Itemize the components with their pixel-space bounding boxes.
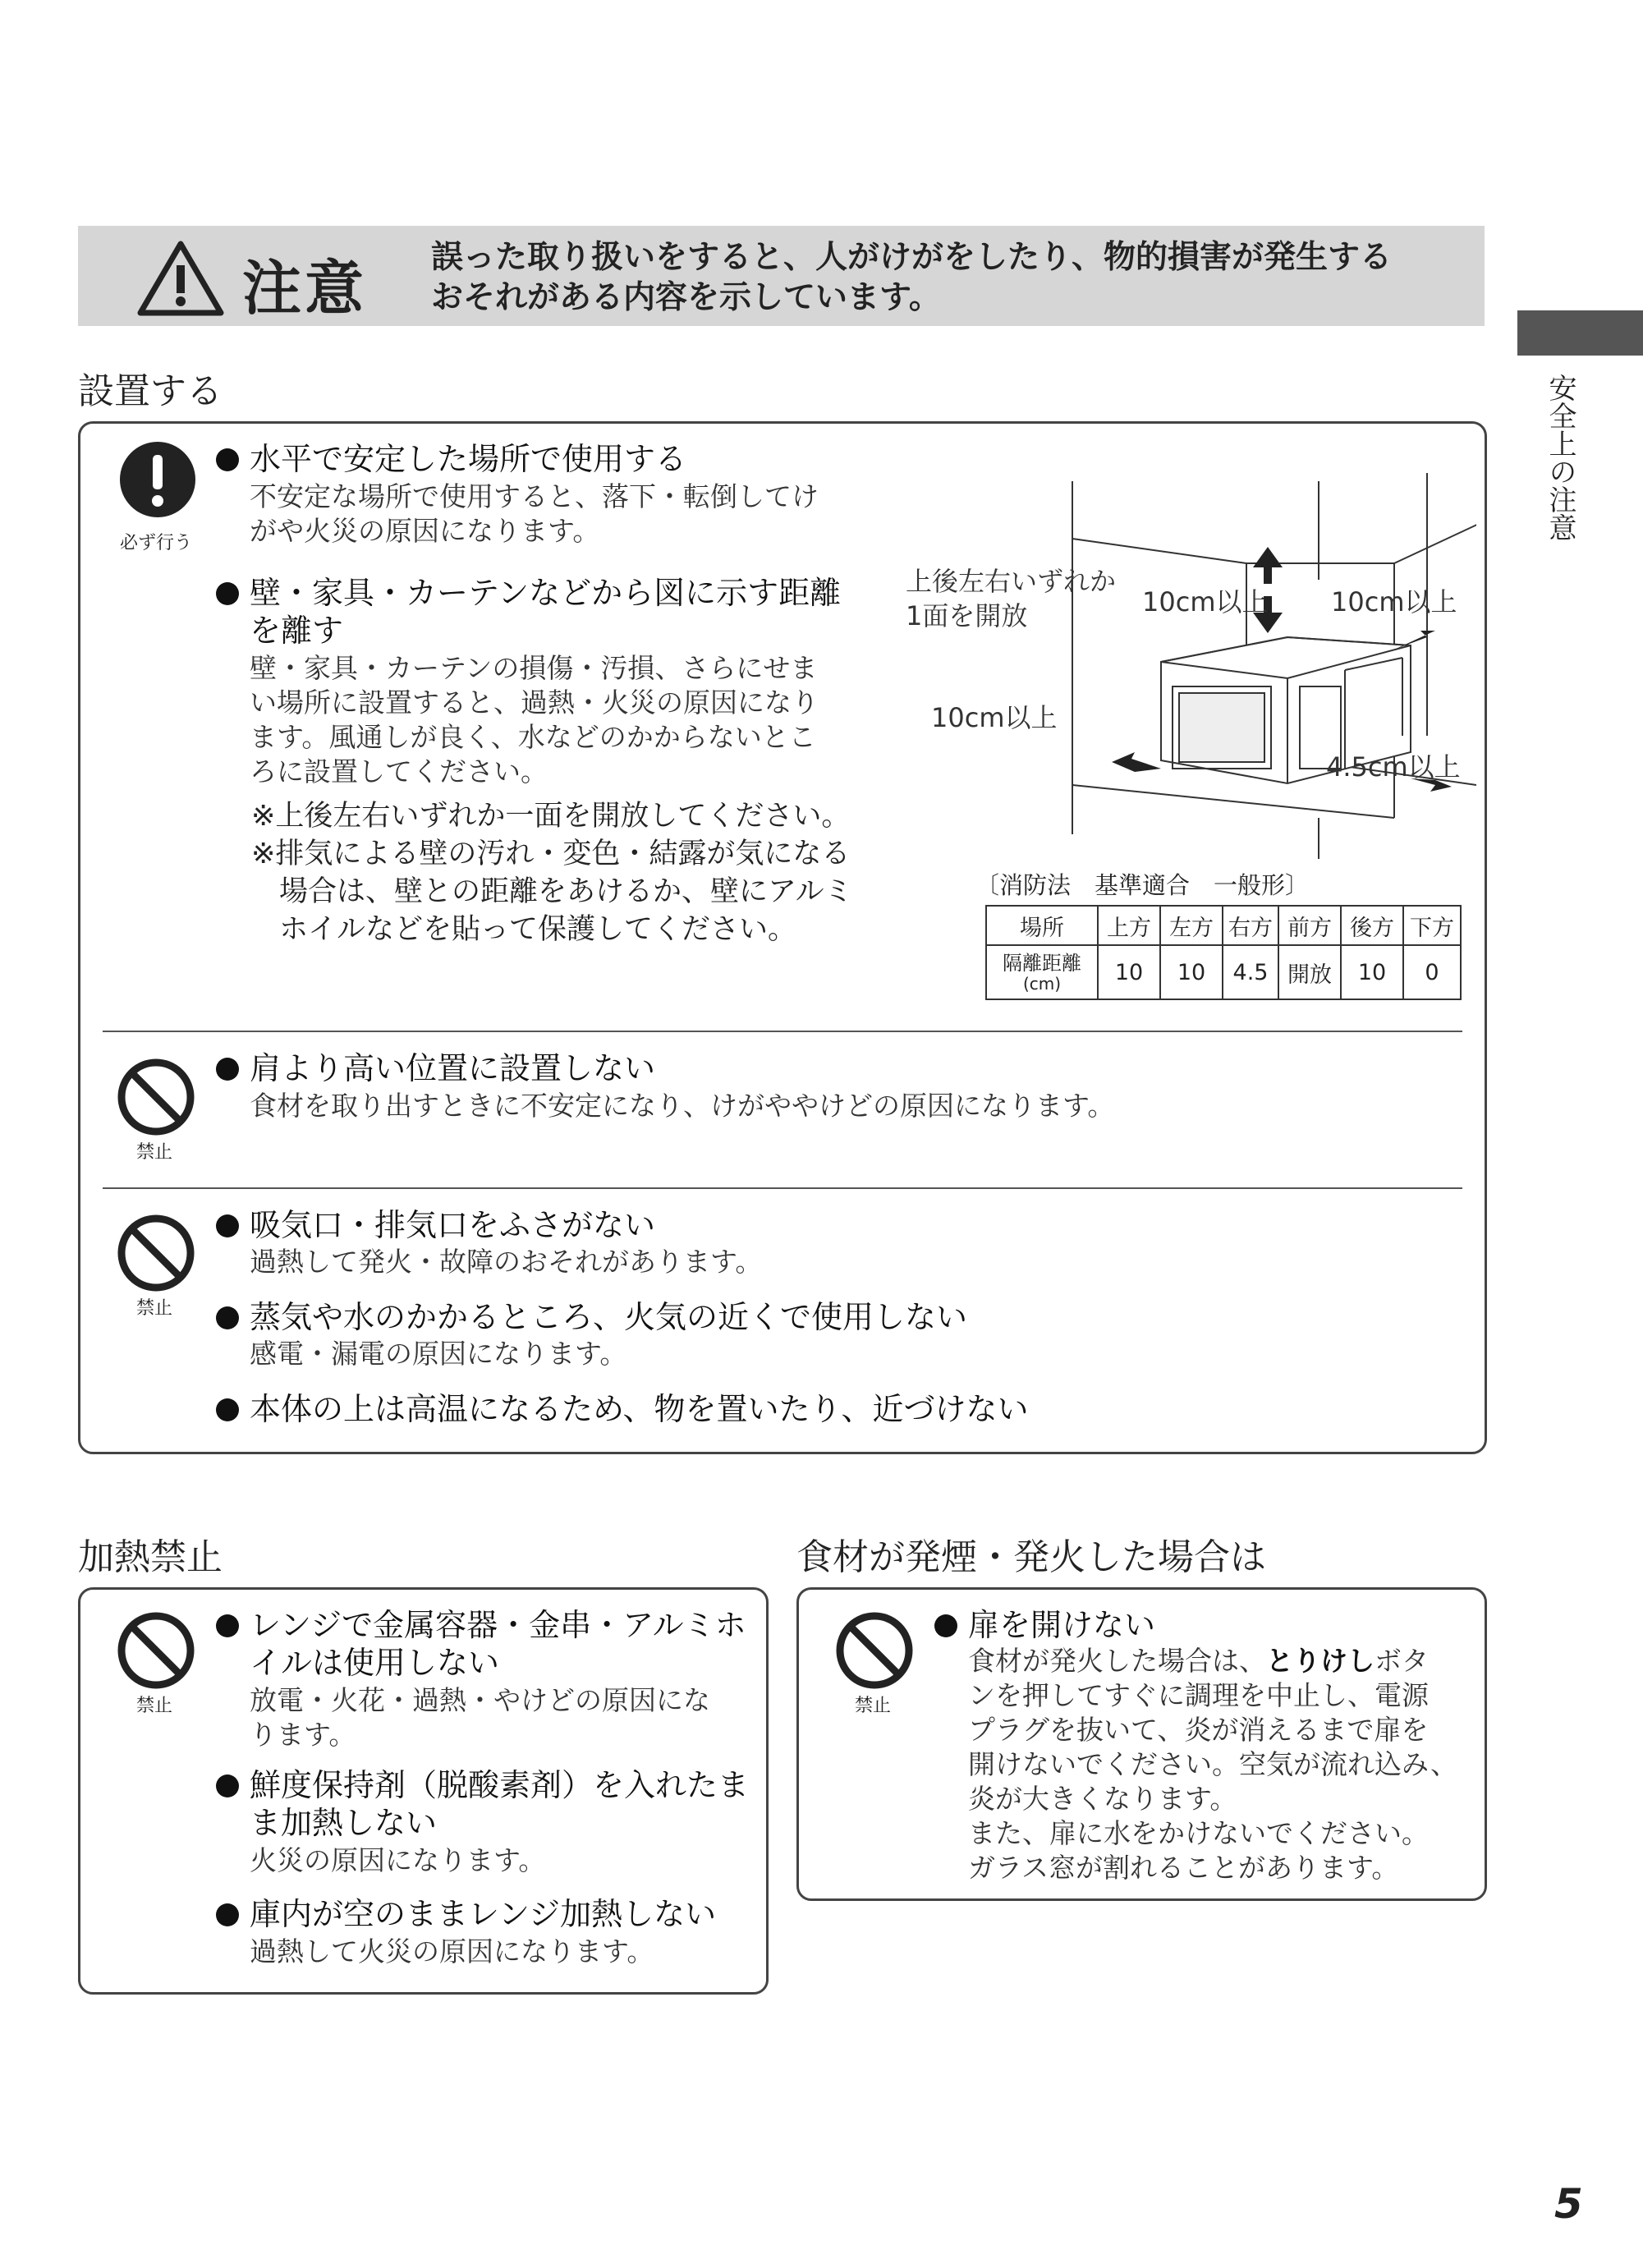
table-cell: 4.5	[1223, 945, 1278, 999]
prohibition-label: 禁止	[135, 1298, 172, 1319]
install-item2-body: ます。風通しが良く、水などのかからないとこ	[250, 721, 816, 753]
table-header: 上方	[1098, 906, 1160, 945]
bullet	[216, 1614, 239, 1637]
prohibition-label: 禁止	[135, 1696, 172, 1716]
divider	[103, 1031, 1462, 1032]
table-header: 後方	[1341, 906, 1403, 945]
install-item1-body: 不安定な場所で使用すると、落下・転倒してけ	[250, 480, 819, 512]
table-header: 前方	[1278, 906, 1341, 945]
heating-item1-body: ります。	[250, 1719, 356, 1751]
bullet	[216, 1306, 239, 1329]
bullet	[216, 1903, 239, 1926]
install-note: 場合は、壁との距離をあけるか、壁にアルミ	[279, 875, 853, 908]
prohibition-label: 禁止	[854, 1696, 891, 1716]
prohibition-label: 禁止	[135, 1142, 172, 1163]
table-cell: 10	[1160, 945, 1223, 999]
heating-item3-heading: 庫内が空のままレンジ加熱しない	[250, 1896, 717, 1932]
install-item2-body: ろに設置してください。	[250, 755, 548, 787]
heating-item1-heading: レンジで金属容器・金串・アルミホ	[250, 1607, 746, 1643]
fire-body-line: 開けないでください。空気が流れ込み、	[968, 1748, 1457, 1780]
heating-item2-heading: 鮮度保持剤（脱酸素剤）を入れたま	[250, 1767, 750, 1803]
caution-message: 誤った取り扱いをすると、人がけがをしたり、物的損害が発生する おそれがある内容を示しています。	[431, 239, 1393, 316]
clearance-table	[985, 905, 1462, 1000]
heating-item3-body: 過熱して火災の原因になります。	[250, 1935, 654, 1967]
fire-body-line: ンを押してすぐに調理を中止し、電源	[968, 1679, 1429, 1711]
prohibition-icon	[117, 1611, 195, 1690]
caution-banner	[78, 226, 1485, 326]
diagram-open-label: 上後左右いずれか	[906, 566, 1117, 597]
fire-body-line: プラグを抜いて、炎が消えるまで扉を	[968, 1714, 1429, 1746]
fire-section-title: 食材が発煙・発火した場合は	[796, 1536, 1266, 1578]
install-item6-heading: 本体の上は高温になるため、物を置いたり、近づけない	[250, 1391, 1029, 1427]
table-header: 右方	[1223, 906, 1278, 945]
install-item4-heading: 吸気口・排気口をふさがない	[250, 1207, 656, 1243]
fire-body-line: 炎が大きくなります。	[968, 1783, 1237, 1815]
diagram-back-clearance: 10cm以上	[1331, 586, 1457, 618]
prohibition-icon	[117, 1214, 195, 1292]
diagram-right-clearance: 4.5cm以上	[1326, 751, 1461, 783]
heating-box	[78, 1587, 769, 1995]
install-item3-body: 食材を取り出すときに不安定になり、けがややけどの原因になります。	[250, 1090, 1115, 1122]
bullet	[216, 582, 239, 605]
install-item2-heading: を離す	[250, 613, 344, 649]
cancel-button-name: とりけし	[1266, 1645, 1375, 1677]
fire-box	[796, 1587, 1487, 1901]
bullet	[216, 1774, 239, 1797]
table-row-label: 場所	[986, 906, 1098, 945]
side-tab-label: 安全上の注意	[1544, 374, 1576, 541]
clearance-diagram	[606, 440, 1476, 867]
bullet	[216, 448, 239, 471]
exclamation-circle-icon	[118, 440, 197, 519]
page-number: 5	[1554, 2180, 1583, 2228]
prohibition-icon	[117, 1058, 195, 1136]
table-row-label: 隔離距離 (cm)	[986, 945, 1098, 999]
install-item5-heading: 蒸気や水のかかるところ、火気の近くで使用しない	[250, 1299, 968, 1335]
diagram-open-label: 1面を開放	[906, 600, 1028, 631]
bullet	[216, 1398, 239, 1421]
heating-item2-heading: ま加熱しない	[250, 1805, 438, 1841]
prohibition-icon	[835, 1611, 914, 1690]
heating-section-title: 加熱禁止	[78, 1536, 223, 1578]
fire-body-line: ガラス窓が割れることがあります。	[968, 1852, 1399, 1884]
divider	[103, 1187, 1462, 1189]
fire-heading: 扉を開けない	[968, 1607, 1156, 1643]
table-cell: 0	[1403, 945, 1461, 999]
install-item2-heading: 壁・家具・カーテンなどから図に示す距離	[250, 575, 842, 611]
table-cell: 開放	[1278, 945, 1341, 999]
heating-item1-heading: イルは使用しない	[250, 1645, 500, 1681]
table-cell: 10	[1098, 945, 1160, 999]
install-note: ホイルなどを貼って保護してください。	[279, 913, 797, 946]
must-do-label: 必ず行う	[119, 533, 192, 553]
bullet	[934, 1614, 957, 1637]
table-header: 下方	[1403, 906, 1461, 945]
bullet	[216, 1214, 239, 1237]
install-item3-heading: 肩より高い位置に設置しない	[250, 1050, 656, 1086]
install-item4-body: 過熱して発火・故障のおそれがあります。	[250, 1246, 763, 1278]
table-caption: 〔消防法 基準適合 一般形〕	[975, 871, 1310, 899]
heating-item1-body: 放電・火花・過熱・やけどの原因にな	[250, 1684, 710, 1716]
install-item1-heading: 水平で安定した場所で使用する	[250, 441, 687, 477]
install-note: ※上後左右いずれか一面を開放してください。	[251, 800, 851, 833]
warning-triangle-icon	[135, 239, 226, 318]
diagram-top-clearance: 10cm以上	[1142, 586, 1269, 618]
fire-body-line: また、扉に水をかけないでください。	[968, 1817, 1429, 1849]
heating-item2-body: 火災の原因になります。	[250, 1844, 546, 1876]
table-header: 左方	[1160, 906, 1223, 945]
fire-body-line: 食材が発火した場合は、とりけしボタ	[968, 1645, 1429, 1677]
install-item2-body: い場所に設置すると、過熱・火災の原因になり	[250, 686, 819, 719]
install-box	[78, 421, 1487, 1454]
install-note: ※排気による壁の汚れ・変色・結露が気になる	[251, 838, 851, 870]
bullet	[216, 1058, 239, 1081]
side-tab-marker	[1517, 310, 1643, 356]
diagram-left-clearance: 10cm以上	[931, 702, 1058, 733]
caution-word: 注意	[242, 254, 368, 323]
table-cell: 10	[1341, 945, 1403, 999]
install-item5-body: 感電・漏電の原因になります。	[250, 1338, 627, 1370]
install-section-title: 設置する	[78, 370, 223, 412]
install-item1-body: がや火災の原因になります。	[250, 515, 600, 547]
install-item2-body: 壁・家具・カーテンの損傷・汚損、さらにせま	[250, 652, 818, 684]
